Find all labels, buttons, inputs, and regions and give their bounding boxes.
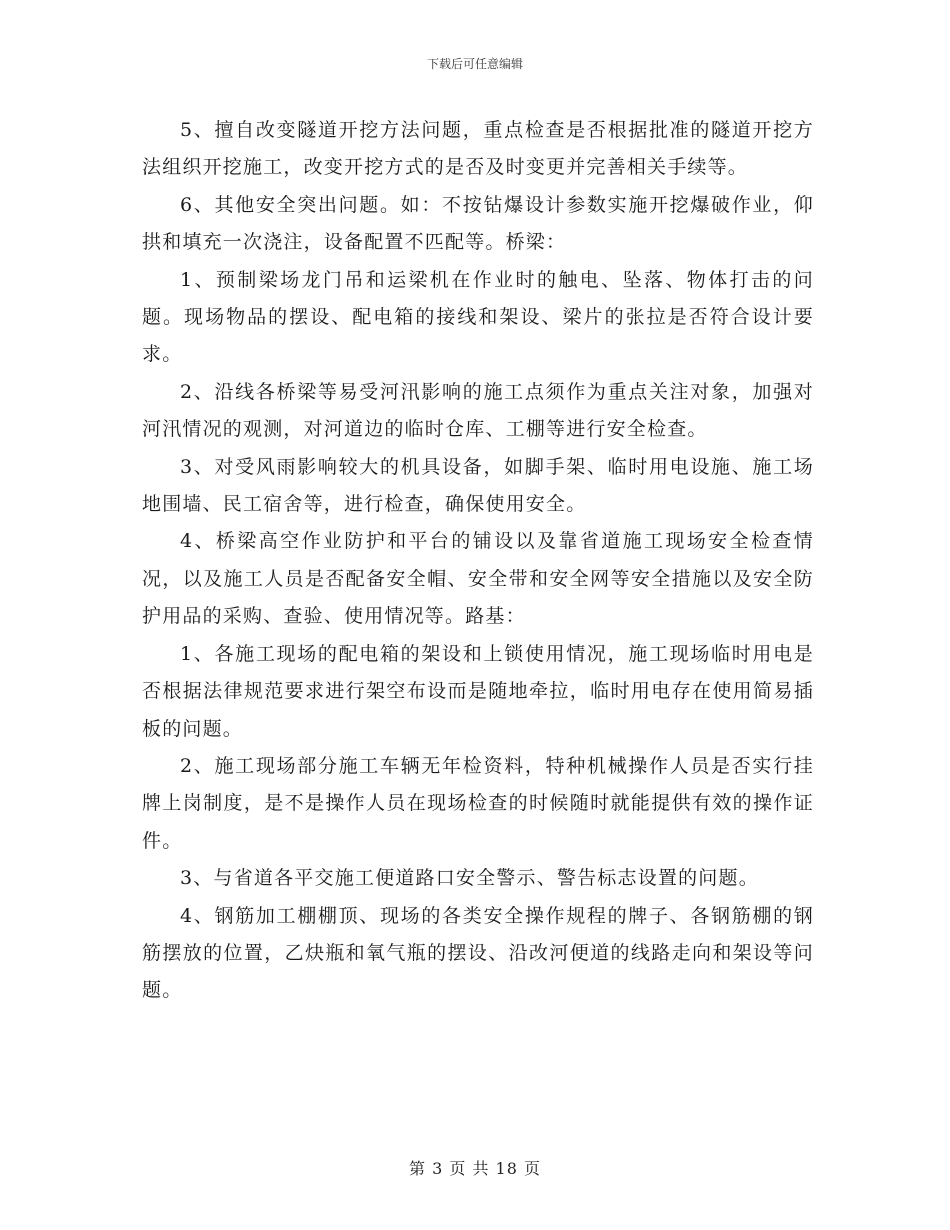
page-footer: 第 3 页 共 18 页 (409, 1159, 541, 1178)
paragraph: 2、沿线各桥梁等易受河汛影响的施工点须作为重点关注对象，加强对河汛情况的观测，对河道边的临时仓库、工棚等进行安全检查。 (142, 380, 814, 441)
paragraph: 1、各施工现场的配电箱的架设和上锁使用情况，施工现场临时用电是否根据法律规范要求进行架空布设而是随地牵拉，临时用电存在使用简易插板的问题。 (142, 642, 814, 740)
page-header: 下载后可任意编辑 (426, 57, 523, 71)
paragraph: 6、其他安全突出问题。如：不按钻爆设计参数实施开挖爆破作业，仰拱和填充一次浇注，设备配置不匹配等。桥梁： (142, 193, 814, 254)
paragraph: 4、钢筋加工棚棚顶、现场的各类安全操作规程的牌子、各钢筋棚的钢筋摆放的位置，乙炔瓶和氧气瓶的摆设、沿改河便道的线路走向和架设等问题。 (142, 904, 814, 1002)
paragraph: 1、预制梁场龙门吊和运梁机在作业时的触电、坠落、物体打击的问题。现场物品的摆设、配电箱的接线和架设、梁片的张拉是否符合设计要求。 (142, 268, 814, 366)
paragraph: 3、与省道各平交施工便道路口安全警示、警告标志设置的问题。 (180, 867, 759, 890)
paragraph: 5、擅自改变隧道开挖方法问题，重点检查是否根据批准的隧道开挖方法组织开挖施工，改变开挖方式的是否及时变更并完善相关手续等。 (142, 119, 814, 179)
paragraph: 2、施工现场部分施工车辆无年检资料，特种机械操作人员是否实行挂牌上岗制度，是不是操作人员在现场检查的时候随时就能提供有效的操作证件。 (142, 754, 814, 852)
document-body (142, 112, 814, 1010)
paragraph: 4、桥梁高空作业防护和平台的铺设以及靠省道施工现场安全检查情况，以及施工人员是否配备安全帽、安全带和安全网等安全措施以及安全防护用品的采购、查验、使用情况等。路基： (142, 530, 814, 628)
paragraph: 3、对受风雨影响较大的机具设备，如脚手架、临时用电设施、施工场地围墙、民工宿舍等，进行检查，确保使用安全。 (142, 455, 814, 516)
